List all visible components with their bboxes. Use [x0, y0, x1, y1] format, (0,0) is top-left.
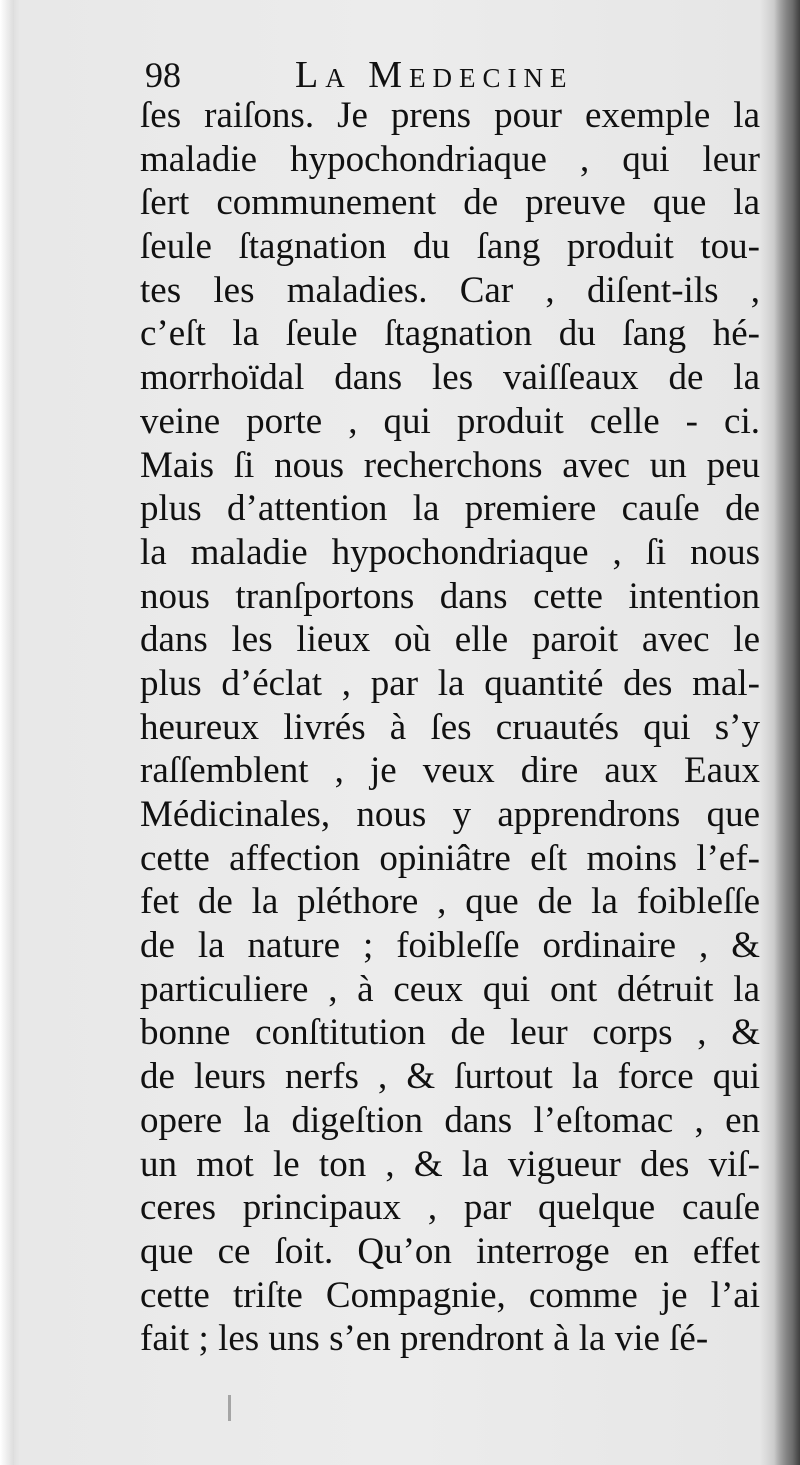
page-left-edge	[0, 0, 14, 1465]
text-line: plus d’attention la premiere cauſe de	[140, 488, 760, 530]
text-line: cette triſte Compagnie, comme je l’ai	[140, 1274, 760, 1316]
page-number: 98	[145, 55, 181, 95]
text-line: opere la digeſtion dans l’eſtomac , en	[140, 1099, 760, 1141]
page-gutter-shadow	[774, 0, 800, 1465]
text-line: morrhoïdal dans les vaiſſeaux de la	[140, 357, 760, 399]
page-header	[145, 50, 755, 100]
text-line: de la nature ; foibleſſe ordinaire , &	[140, 925, 760, 967]
body-text	[140, 94, 760, 1361]
text-line: ſes raiſons. Je prens pour exemple la	[140, 95, 760, 136]
text-line: fet de la pléthore , que de la foibleſſe	[140, 881, 760, 923]
text-line: maladie hypochondriaque , qui leur	[140, 138, 760, 180]
text-line: dans les lieux où elle paroit avec le	[140, 619, 760, 661]
text-line: heureux livrés à ſes cruautés qui s’y	[140, 706, 760, 748]
text-line: ceres principaux , par quelque cauſe	[140, 1187, 760, 1229]
text-line: tes les maladies. Car , diſent-ils ,	[140, 269, 760, 311]
text-line: ſert communement de preuve que la	[140, 182, 760, 224]
text-line: Mais ſi nous recherchons avec un peu	[140, 444, 760, 486]
text-line: raſſemblent , je veux dire aux Eaux	[140, 750, 760, 792]
text-line: ſeule ſtagnation du ſang produit tou-	[140, 226, 760, 268]
running-title: La Medecine	[295, 54, 574, 96]
text-line: cette affection opiniâtre eſt moins l’ef-	[140, 837, 760, 879]
signature-mark	[228, 1395, 231, 1421]
text-line: un mot le ton , & la vigueur des viſ-	[140, 1143, 760, 1185]
text-line: que ce ſoit. Qu’on interroge en effet	[140, 1230, 760, 1272]
text-line: la maladie hypochondriaque , ſi nous	[140, 531, 760, 573]
text-line: plus d’éclat , par la quantité des mal-	[140, 662, 760, 704]
text-line: de leurs nerfs , & ſurtout la force qui	[140, 1056, 760, 1098]
text-line: nous tranſportons dans cette intention	[140, 575, 760, 617]
text-line: Médicinales, nous y apprendrons que	[140, 794, 760, 835]
text-line: c’eſt la ſeule ſtagnation du ſang hé-	[140, 313, 760, 355]
text-line: veine porte , qui produit celle - ci.	[140, 400, 760, 442]
text-line: fait ; les uns s’en prendront à la vie ſé-	[140, 1318, 709, 1360]
text-line: bonne conſtitution de leur corps , &	[140, 1012, 760, 1054]
text-line: particuliere , à ceux qui ont détruit la	[140, 968, 760, 1010]
